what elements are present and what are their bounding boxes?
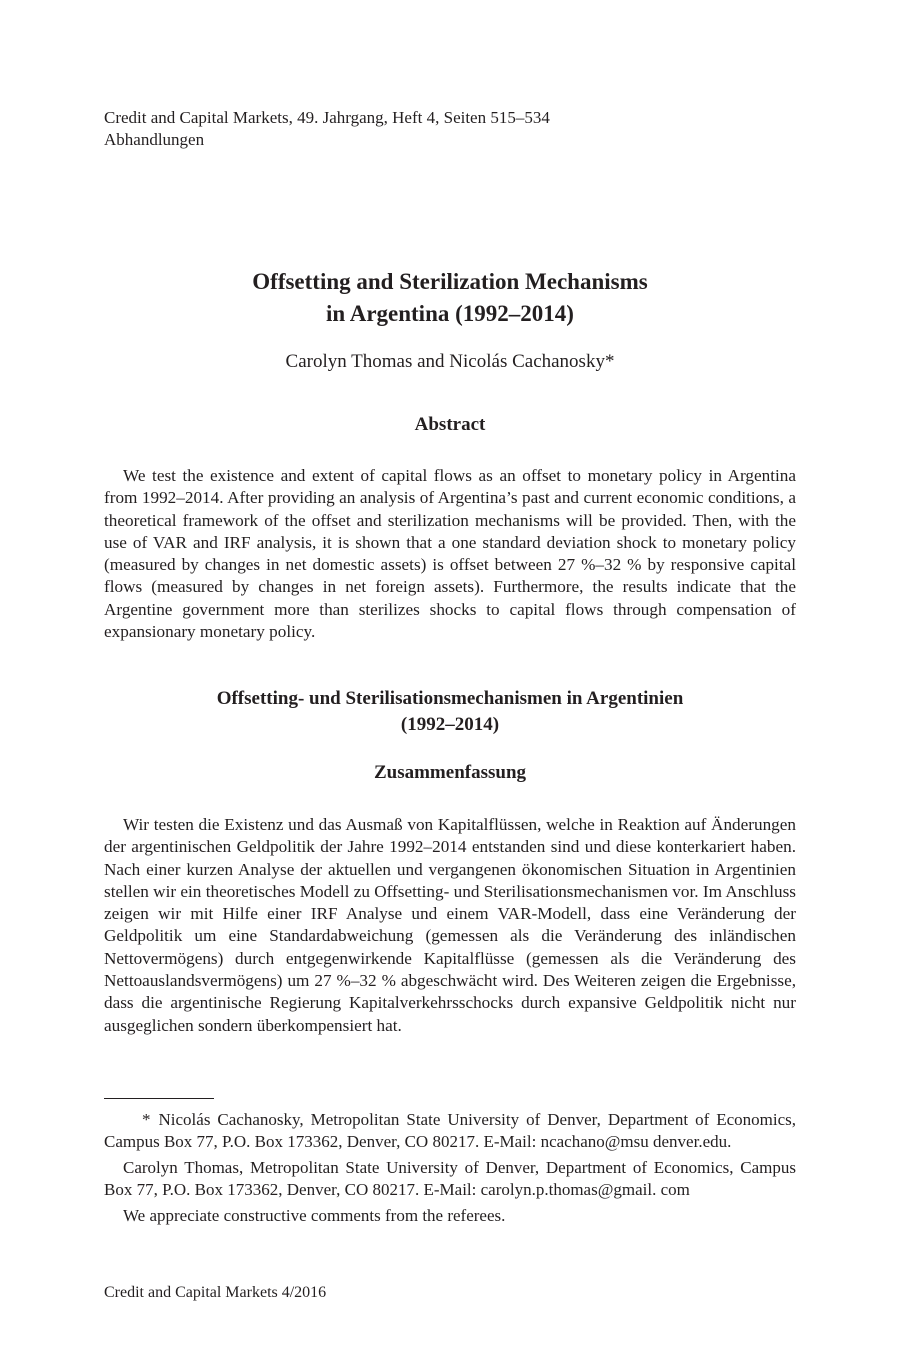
journal-citation: Credit and Capital Markets, 49. Jahrgang, Heft 4, Seiten 515–534 [104,108,550,127]
author-list: Carolyn Thomas and Nicolás Cachanosky* [285,351,615,372]
abstract-text: We test the existence and extent of capital flows as an offset to monetary policy in Argentina from 1992–2014. After providing an analysis of Argentina’s past and current economic conditions, a theoretical framework of the offset and sterilization mechanisms will be provided. Then, with the use of VAR and IRF analysis, it is shown that a one standard deviation shock to monetary policy (measured by changes in net domestic assets) is offset between 27 %–32 % by responsive capital flows (measured by changes in net foreign assets). Furthermore, the results indicate that the Argentine government more than sterilizes shocks to capital flows through compensation of expansionary monetary policy. [104,466,796,642]
section-label: Abhandlungen [104,130,205,149]
article-title [0,266,900,330]
footnote-rule [104,1098,214,1099]
running-footer: Credit and Capital Markets 4/2016 [104,1284,327,1301]
abstract-heading: Abstract [414,414,486,435]
footnote-marker: * [142,1110,151,1129]
german-title-line-2: (1992–2014) [400,714,500,735]
title-line-1: Offsetting and Sterilization Mechanisms [252,269,648,294]
german-title [0,686,900,738]
footnote-1-text: Nicolás Cachanosky, Metropolitan State University of Denver, Department of Economics, Campus Box 77, P.O. Box 173362, Denver, CO 80217. E-Mail: ncachano@msu denver.edu. [104,1110,796,1151]
footnotes [104,1109,796,1227]
zusammenfassung-heading: Zusammenfassung [373,762,527,783]
footnote-2: Carolyn Thomas, Metropolitan State University of Denver, Department of Economics, Campus Box 77, P.O. Box 173362, Denver, CO 80217. E-Mail: carolyn.p.thomas@gmail. com [104,1158,796,1199]
german-title-line-1: Offsetting- und Sterilisationsmechanismen in Argentinien [216,688,684,709]
title-line-2: in Argentina (1992–2014) [326,301,574,326]
zusammenfassung-text: Wir testen die Existenz und das Ausmaß von Kapitalflüssen, welche in Reaktion auf Änderungen der argentinischen Geldpolitik der Jahre 1992–2014 entstanden sind und diese konterkariert haben. Nach einer kurzen Analyse der aktuellen und vergangenen ökonomischen Situation in Argentinien stellen wir ein theoretisches Modell zu Offsetting- und Sterilisationsmechanismen vor. Im Anschluss zeigen wir mit Hilfe einer IRF Analyse und einem VAR-Modell, dass eine Veränderung der Geldpolitik um eine Standardabweichung (gemessen als die Veränderung des inländischen Nettovermögens) durch entgegenwirkende Kapitalflüsse (gemessen als die Veränderung des Nettoauslandsvermögens) um 27 %–32 % abgeschwächt wird. Des Weiteren zeigen die Ergebnisse, dass die argentinische Regierung Kapitalverkehrsschocks durch expansive Geldpolitik nicht nur ausgeglichen sondern überkompensiert hat. [104,815,796,1035]
footnote-1 [104,1109,796,1153]
footnote-3: We appreciate constructive comments from the referees. [123,1206,506,1225]
running-header [104,107,550,151]
